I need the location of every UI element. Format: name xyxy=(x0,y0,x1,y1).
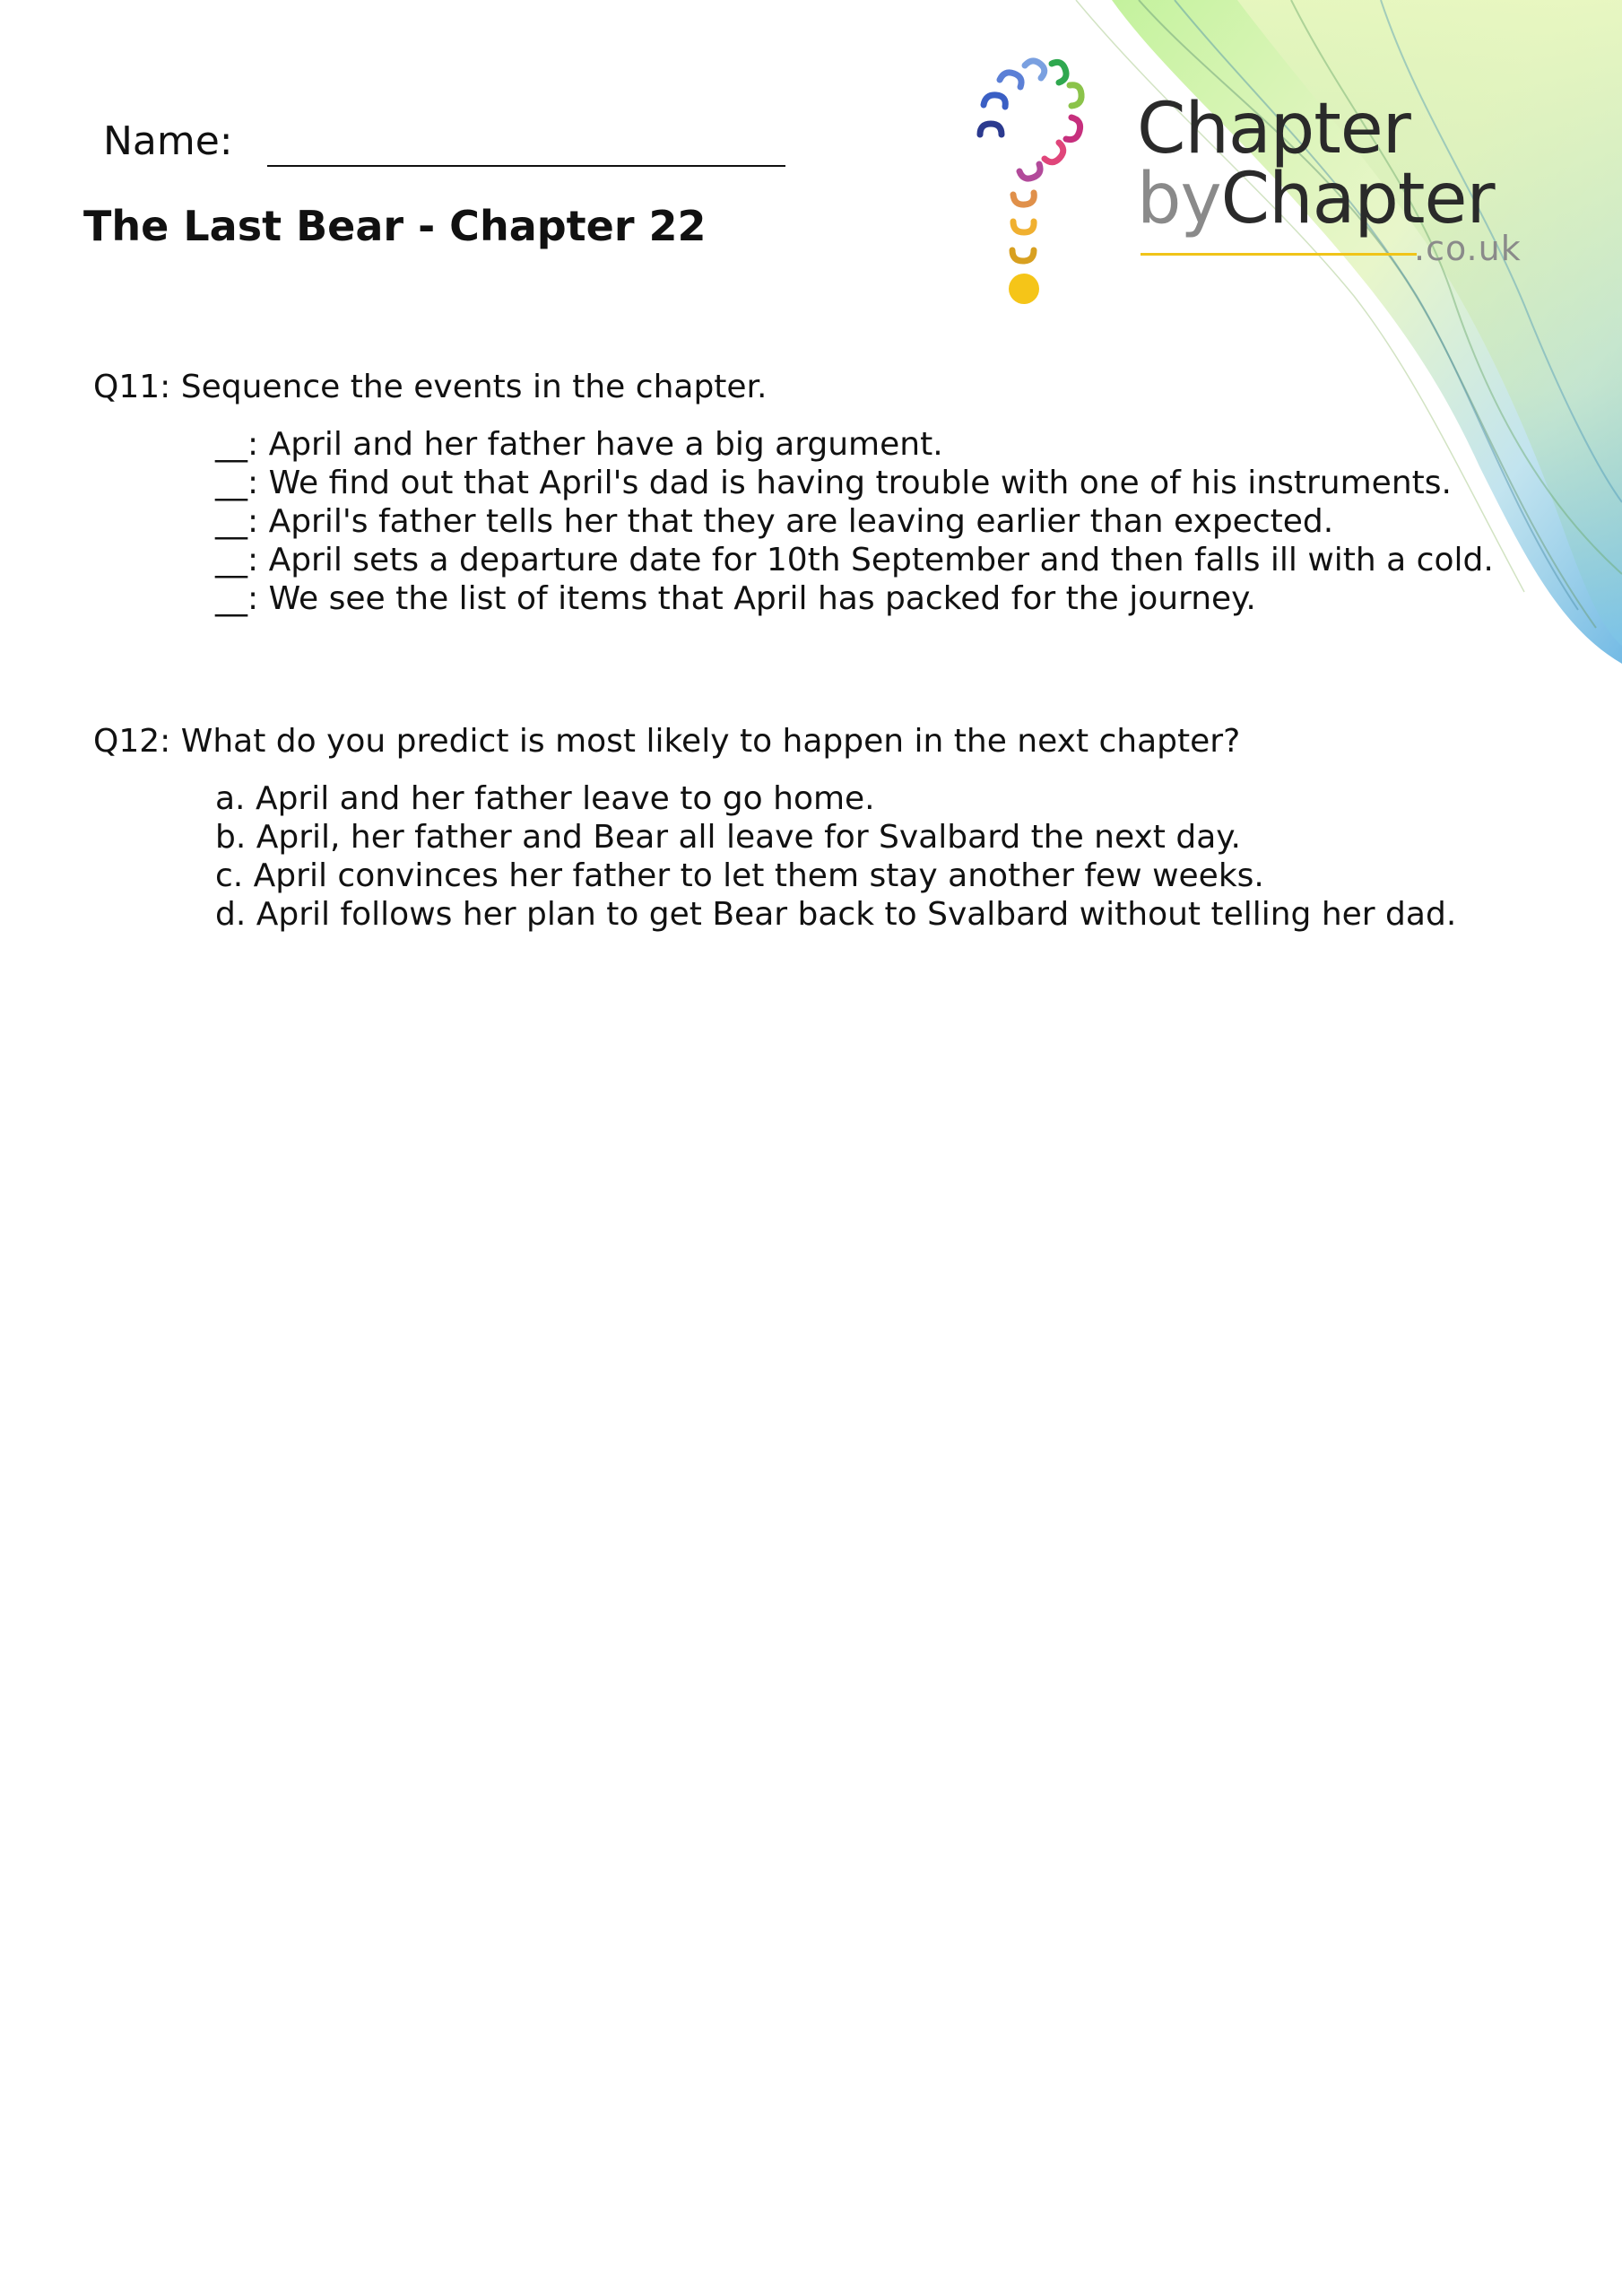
logo-domain: .co.uk xyxy=(1414,229,1522,268)
question-12-prompt: Q12: What do you predict is most likely to happen in the next chapter? xyxy=(93,723,1241,760)
question-mark-books-icon xyxy=(964,49,1107,318)
question-11-prompt: Q11: Sequence the events in the chapter. xyxy=(93,369,768,405)
logo-word-chapter: Chapter xyxy=(1137,89,1410,170)
name-blank-line[interactable] xyxy=(267,120,785,167)
sequence-item[interactable]: __: April sets a departure date for 10th September and then falls ill with a cold. xyxy=(215,542,1494,578)
sequence-item[interactable]: __: April and her father have a big argument. xyxy=(215,426,943,463)
worksheet-title: The Last Bear - Chapter 22 xyxy=(83,202,707,250)
question-11 xyxy=(93,368,1494,618)
name-field-row xyxy=(103,117,785,167)
option-b[interactable]: b. April, her father and Bear all leave for Svalbard the next day. xyxy=(215,819,1241,856)
sequence-item[interactable]: __: April's father tells her that they are leaving earlier than expected. xyxy=(215,503,1334,540)
option-d[interactable]: d. April follows her plan to get Bear back to Svalbard without telling her dad. xyxy=(215,896,1457,933)
option-a[interactable]: a. April and her father leave to go home. xyxy=(215,780,875,817)
logo-wordmark xyxy=(1137,89,1495,239)
logo-word-by: by xyxy=(1137,159,1221,239)
chapter-by-chapter-logo xyxy=(964,49,1547,318)
prediction-options xyxy=(215,779,1456,934)
question-12 xyxy=(93,722,1456,934)
logo-underline xyxy=(1141,253,1417,256)
option-c[interactable]: c. April convinces her father to let them stay another few weeks. xyxy=(215,857,1264,894)
name-label: Name: xyxy=(103,118,233,164)
sequence-item[interactable]: __: We find out that April's dad is having trouble with one of his instruments. xyxy=(215,465,1452,501)
sequence-item[interactable]: __: We see the list of items that April has packed for the journey. xyxy=(215,580,1256,617)
sequence-list xyxy=(215,425,1494,618)
logo-word-chapter-2: Chapter xyxy=(1220,159,1495,239)
